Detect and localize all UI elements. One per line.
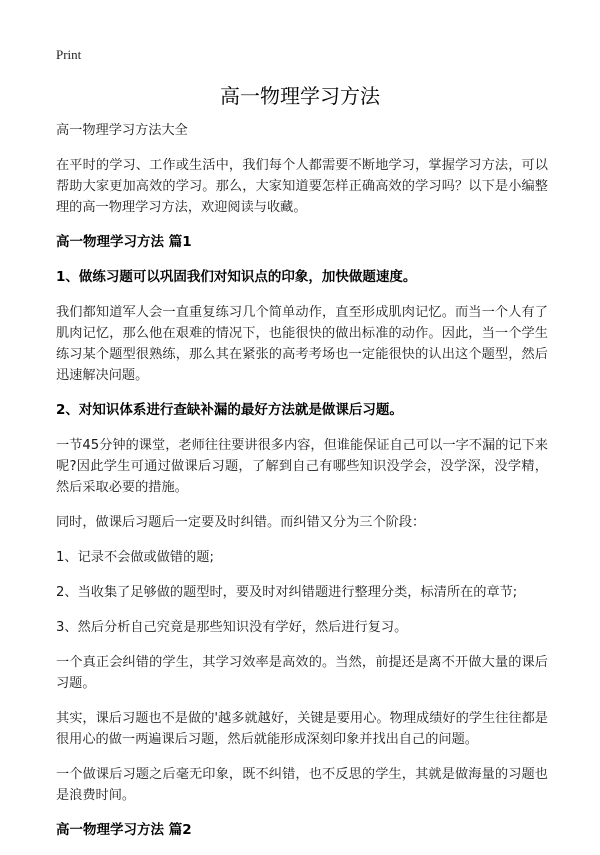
body-paragraph: 一个做课后习题之后毫无印象，既不纠错，也不反思的学生，其就是做海量的习题也是浪费时间。: [56, 767, 548, 803]
body-paragraph: 一个真正会纠错的学生，其学习效率是高效的。当然，前提还是离不开做大量的课后习题。: [56, 655, 548, 691]
article-body: [56, 120, 548, 855]
subsection-heading: 2、对知识体系进行查缺补漏的最好方法就是做课后习题。: [56, 402, 403, 418]
list-item: 2、当收集了足够做的题型时，要及时对纠错题进行整理分类，标清所在的章节;: [56, 585, 518, 600]
subsection-heading: 1、做练习题可以巩固我们对知识点的印象，加快做题速度。: [56, 269, 417, 285]
page-title: 高一物理学习方法: [220, 84, 380, 108]
section-heading: 高一物理学习方法 篇2: [56, 822, 192, 838]
body-paragraph: 我们都知道军人会一直重复练习几个简单动作，直至形成肌肉记忆。而当一个人有了肌肉记忆，那么他在艰难的情况下，也能很快的做出标准的动作。因此，当一个学生练习某个题型很熟练，那么其在紧张的高考考场也一定能很快的认出这个题型，然后迅速解决问题。: [56, 305, 548, 383]
print-link[interactable]: Print: [56, 47, 82, 62]
list-item: 3、然后分析自己究竟是那些知识没有学好，然后进行复习。: [56, 620, 408, 635]
body-paragraph: 同时，做课后习题后一定要及时纠错。而纠错又分为三个阶段：: [56, 515, 426, 530]
list-item: 1、记录不会做或做错的题;: [56, 550, 214, 565]
body-paragraph: 一节45分钟的课堂，老师往往要讲很多内容，但谁能保证自己可以一字不漏的记下来呢?因此学生可通过做课后习题，了解到自己有哪些知识没学会，没学深，没学精，然后采取必要的措施。: [56, 438, 548, 495]
body-paragraph: 其实，课后习题也不是做的'越多就越好，关键是要用心。物理成绩好的学生往往都是很用心的做一两遍课后习题，然后就能形成深刻印象并找出自己的问题。: [56, 711, 548, 747]
intro-heading: 高一物理学习方法大全: [56, 123, 188, 138]
section-heading: 高一物理学习方法 篇1: [56, 234, 192, 250]
intro-paragraph: 在平时的学习、工作或生活中，我们每个人都需要不断地学习，掌握学习方法，可以帮助大家更加高效的学习。那么，大家知道要怎样正确高效的学习吗？以下是小编整理的高一物理学习方法，欢迎阅读与收藏。: [56, 158, 548, 215]
